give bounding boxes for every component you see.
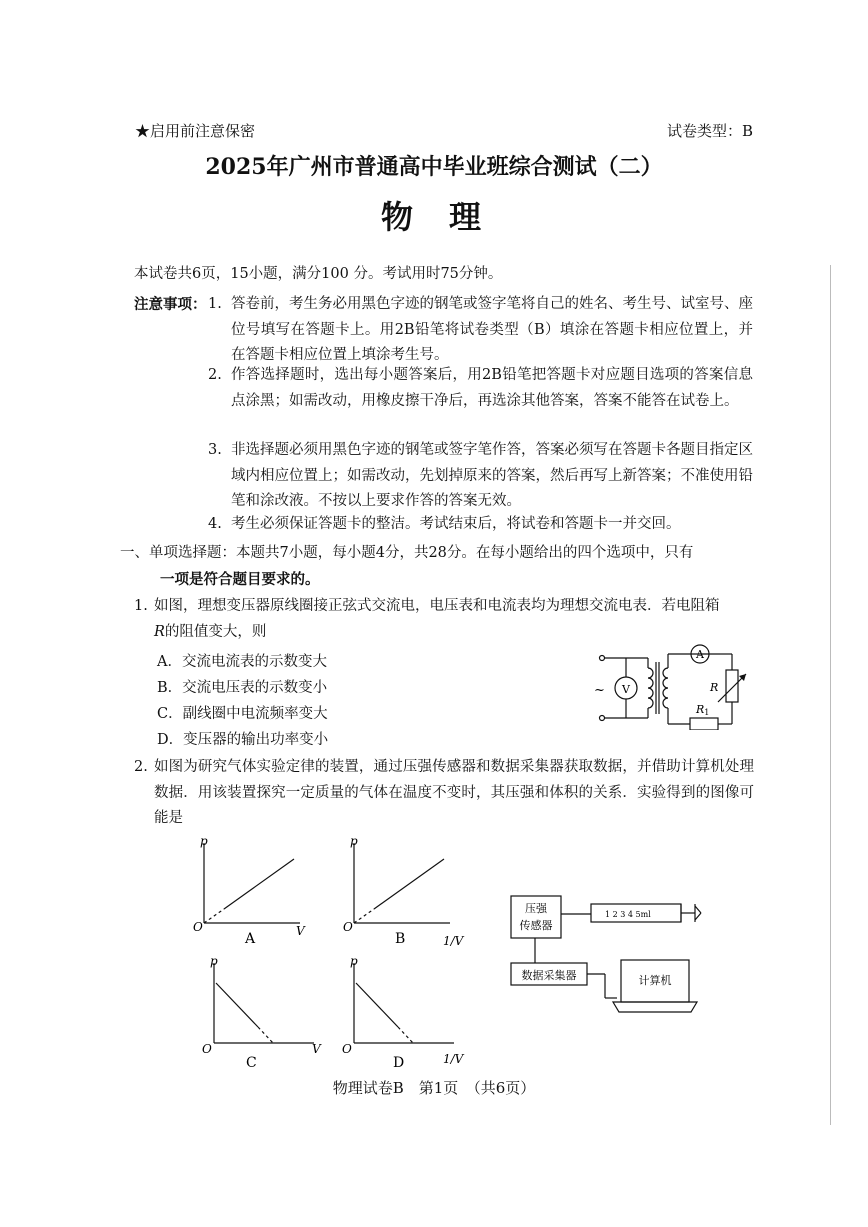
graph-d-caption: D bbox=[393, 1055, 405, 1071]
syringe-scale: 1 2 3 4 5ml bbox=[605, 910, 651, 919]
subject-title: 物理 bbox=[380, 198, 517, 236]
page-edge-line bbox=[830, 265, 831, 1125]
q1-option-b: B．交流电压表的示数变小 bbox=[157, 680, 328, 696]
note-item-3 bbox=[208, 438, 753, 515]
note-text: 作答选择题时，选出每小题答案后，用2B铅笔把答题卡对应题目选项的答案信息点涂黑；如需改动，用橡皮擦干净后，再选涂其他答案，答案不能答在试卷上。 bbox=[231, 367, 753, 409]
paper-type: 试卷类型：B bbox=[667, 122, 754, 140]
graph-c-caption: C bbox=[246, 1055, 257, 1071]
graph-d-origin: O bbox=[342, 1042, 352, 1056]
variable-r: R bbox=[154, 623, 165, 640]
note-number: 1. bbox=[208, 296, 222, 312]
pressure-sensor-label-line-1: 压强 bbox=[525, 902, 547, 915]
graph-d-y-label: p bbox=[350, 955, 358, 968]
section-line-2: 一项是符合题目要求的。 bbox=[160, 570, 320, 588]
intro-text: 本试卷共6页，15小题，满分100 分。考试用时75分钟。 bbox=[134, 266, 503, 282]
graph-a-caption: A bbox=[245, 931, 256, 945]
graph-b-caption: B bbox=[395, 931, 406, 947]
note-text: 答卷前，考生务必用黑色字迹的钢笔或签字笔将自己的姓名、考生号、试室号、座位号填写在答题卡上。用2B铅笔将试卷类型（B）填涂在答题卡相应位置上，并在答题卡相应位置上填涂考生号。 bbox=[231, 296, 753, 363]
note-text: 考生必须保证答题卡的整洁。考试结束后，将试卷和答题卡一并交回。 bbox=[231, 516, 681, 532]
graph-b bbox=[340, 835, 465, 950]
notes-label: 注意事项： bbox=[134, 296, 207, 313]
note-item-4 bbox=[208, 512, 753, 538]
section-line-1: 一、单项选择题：本题共7小题，每小题4分，共28分。在每小题给出的四个选项中，只有 bbox=[120, 545, 694, 561]
graph-c-y-label: p bbox=[210, 955, 218, 968]
computer-label: 计算机 bbox=[638, 974, 672, 987]
graph-d bbox=[338, 955, 468, 1073]
pressure-sensor-label-line-2: 传感器 bbox=[519, 919, 553, 932]
note-number: 2. bbox=[208, 367, 222, 383]
note-item-1 bbox=[208, 292, 753, 369]
transformer-circuit-diagram bbox=[590, 640, 760, 730]
graph-c-x-label: V bbox=[312, 1042, 321, 1056]
question-stem-line-1: 如图，理想变压器原线圈接正弦式交流电，电压表和电流表均为理想交流电表．若电阻箱 bbox=[154, 598, 720, 614]
graph-b-origin: O bbox=[343, 920, 353, 934]
q1-option-d: D．变压器的输出功率变小 bbox=[157, 732, 329, 748]
graph-a-y-label: p bbox=[200, 835, 208, 848]
q1-option-c: C．副线圈中电流频率变大 bbox=[157, 706, 328, 722]
graph-a-x-label: V bbox=[296, 924, 305, 938]
resistor-r-label: R bbox=[710, 681, 719, 694]
question-number: 2. bbox=[134, 759, 148, 775]
graph-d-x-label: 1/V bbox=[443, 1052, 464, 1066]
graph-a-origin: O bbox=[193, 920, 203, 934]
question-number: 1. bbox=[134, 598, 148, 614]
note-item-2 bbox=[208, 363, 753, 414]
question-1 bbox=[134, 594, 754, 645]
resistor-r1-label: R1 bbox=[696, 703, 710, 717]
section-heading bbox=[120, 541, 760, 592]
ammeter-label: A bbox=[696, 648, 704, 661]
confidential-notice: ★启用前注意保密 bbox=[135, 122, 256, 140]
note-number: 4. bbox=[208, 516, 222, 532]
exam-title: 2025年广州市普通高中毕业班综合测试（二） bbox=[205, 154, 663, 180]
q1-option-a: A．交流电流表的示数变大 bbox=[157, 654, 327, 670]
question-stem-line-2: 的阻值变大，则 bbox=[164, 623, 267, 640]
note-text: 非选择题必须用黑色字迹的钢笔或签字笔作答，答案必须写在答题卡各题目指定区域内相应位置上；如需改动，先划掉原来的答案，然后再写上新答案；不准使用铅笔和涂改液。不按以上要求作答的答案无效。 bbox=[231, 442, 753, 509]
page-footer: 物理试卷B 第1页 （共6页） bbox=[332, 1079, 536, 1097]
gas-law-apparatus-diagram bbox=[505, 890, 710, 1025]
question-2 bbox=[134, 755, 754, 832]
note-number: 3. bbox=[208, 442, 222, 458]
graph-c-origin: O bbox=[202, 1042, 212, 1056]
question-stem: 如图为研究气体实验定律的装置，通过压强传感器和数据采集器获取数据，并借助计算机处理数据．用该装置探究一定质量的气体在温度不变时，其压强和体积的关系．实验得到的图像可能是 bbox=[154, 759, 754, 826]
graph-b-y-label: p bbox=[350, 835, 358, 848]
voltmeter-label: V bbox=[622, 683, 630, 696]
graph-a bbox=[190, 835, 310, 945]
graph-b-x-label: 1/V bbox=[443, 934, 464, 948]
graph-c bbox=[196, 955, 326, 1073]
data-collector-label: 数据采集器 bbox=[521, 969, 577, 982]
ac-source-symbol: ~ bbox=[594, 683, 605, 698]
